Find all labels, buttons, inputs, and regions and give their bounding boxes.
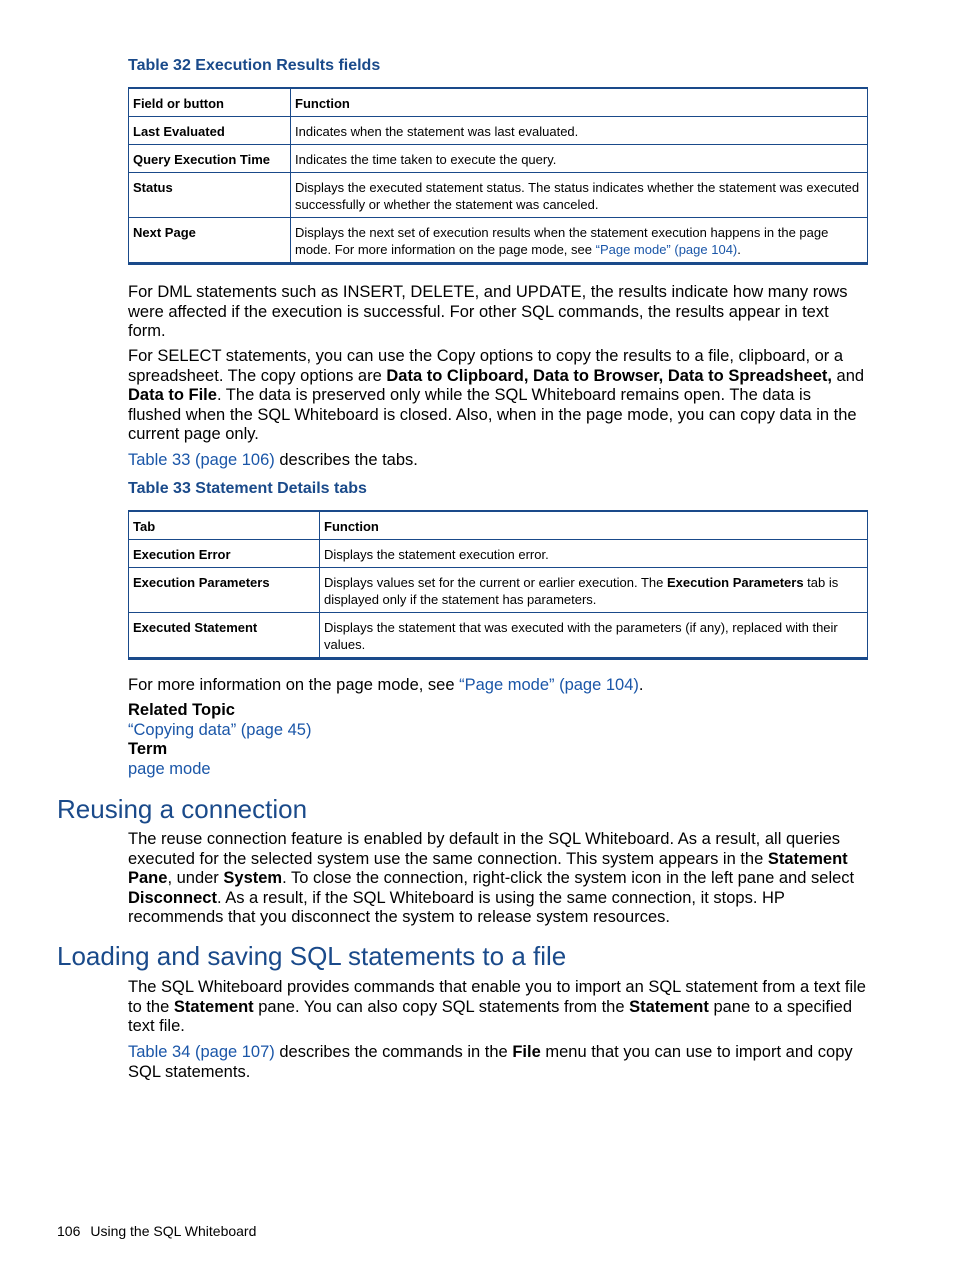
system-text: System (223, 869, 283, 887)
copy-options-text: Data to Clipboard, Data to Browser, Data to Spreadsheet, (386, 366, 832, 385)
column-header: Field or button (129, 88, 291, 117)
dml-paragraph: For DML statements such as INSERT, DELETE, and UPDATE, the results indicate how many rows were affected if the execution is successful. For other SQL commands, the results appear in text form. (128, 283, 848, 340)
disconnect-text: Disconnect (128, 888, 217, 907)
table-header-row (129, 511, 868, 540)
column-header: Function (320, 511, 868, 540)
reuse-text: The reuse connection feature is enabled by default in the SQL Whiteboard. As a result, all queries executed for the selected system use the same connection. This system appears in the (128, 830, 841, 868)
reusing-connection-paragraph (128, 830, 868, 928)
field-name: Status (129, 173, 291, 218)
field-description: Indicates when the statement was last evaluated. (291, 117, 868, 145)
statement-details-table (128, 510, 868, 660)
reuse-text-close: . To close the connection, right-click the system icon in the left pane and select (282, 869, 855, 887)
tab-name: Execution Error (129, 540, 320, 568)
select-text: For SELECT statements, you can use the Copy options to copy the results to a file, clipboard, or a spreadsheet. The copy options are (128, 347, 844, 385)
field-name: Next Page (129, 218, 291, 264)
table-33-caption: Table 33 Statement Details tabs (128, 480, 367, 497)
table-33-link[interactable]: Table 33 (page 106) (128, 451, 275, 469)
tab-name: Executed Statement (129, 613, 320, 659)
table-row (129, 218, 868, 264)
table-34-link[interactable]: Table 34 (page 107) (128, 1043, 275, 1061)
statement-text-2: Statement (629, 997, 709, 1016)
table-row (129, 117, 868, 145)
table-row (129, 613, 868, 659)
tab-name: Execution Parameters (129, 568, 320, 613)
field-description (291, 218, 868, 264)
table-row (129, 173, 868, 218)
loading-text: The SQL Whiteboard provides commands that enable you to import an SQL statement from a text file to the (128, 978, 866, 1016)
tab-description: Displays the statement that was executed with the parameters (if any), replaced with their values. (320, 613, 868, 659)
page-mode-link[interactable]: “Page mode” (page 104) (459, 676, 639, 694)
page-mode-link[interactable]: “Page mode” (page 104) (595, 242, 738, 257)
table-header-row (129, 88, 868, 117)
table-row (129, 568, 868, 613)
page-mode-term-link[interactable]: page mode (128, 760, 211, 778)
page-mode-paragraph (128, 676, 868, 696)
table-34-text-end: menu that you can use to import and copy SQL statements. (128, 1043, 853, 1081)
reusing-connection-heading: Reusing a connection (57, 794, 308, 824)
column-header: Tab (129, 511, 320, 540)
data-to-file-text: Data to File (128, 386, 217, 404)
description-tail: . (737, 242, 741, 257)
description-bold: Execution Parameters (666, 575, 804, 590)
page-number: 106 (57, 1223, 81, 1239)
reuse-text-end: . As a result, if the SQL Whiteboard is using the same connection, it stops. HP recommends that you disconnect the system to release system resources. (128, 888, 785, 926)
table-33-reference (128, 451, 868, 471)
field-description: Indicates the time taken to execute the query. (291, 145, 868, 173)
copying-data-link[interactable]: “Copying data” (page 45) (128, 721, 312, 739)
select-text-and: and (831, 366, 865, 385)
loading-saving-heading: Loading and saving SQL statements to a file (57, 941, 567, 971)
loading-text-mid: pane. You can also copy SQL statements from the (253, 997, 630, 1016)
tab-description: Displays the statement execution error. (320, 540, 868, 568)
related-topic-item (128, 721, 868, 741)
reference-tail: describes the tabs. (274, 451, 418, 469)
statement-pane-text: Statement Pane (128, 849, 848, 887)
page-footer (57, 1222, 256, 1240)
select-paragraph (128, 347, 868, 445)
tab-description (320, 568, 868, 613)
footer-section-title: Using the SQL Whiteboard (90, 1223, 257, 1239)
description-tail: tab is displayed only if the statement has parameters. (324, 575, 839, 607)
field-name: Query Execution Time (129, 145, 291, 173)
field-name: Last Evaluated (129, 117, 291, 145)
page-mode-text: For more information on the page mode, see (128, 676, 460, 694)
field-description: Displays the executed statement status. The status indicates whether the statement was executed successfully or whether the statement was canceled. (291, 173, 868, 218)
term-label: Term (128, 740, 168, 758)
description-text: Displays the next set of execution results when the statement execution happens in the page mode. For more information on the page mode, see (295, 225, 829, 257)
file-menu-text: File (512, 1043, 541, 1061)
table-34-paragraph (128, 1043, 868, 1082)
related-topic-label: Related Topic (128, 701, 235, 719)
select-text-end: . The data is preserved only while the SQL Whiteboard remains open. The data is flushed when the SQL Whiteboard is closed. Also, when in the page mode, you can copy data in the current page only. (128, 386, 857, 443)
term-item (128, 760, 868, 780)
loading-text-end: pane to a specified text file. (128, 997, 852, 1035)
table-row (129, 540, 868, 568)
reuse-text-under: , under (167, 869, 224, 887)
table-32-caption: Table 32 Execution Results fields (128, 57, 381, 74)
execution-results-table (128, 87, 868, 265)
page-mode-tail: . (638, 676, 644, 694)
statement-text: Statement (173, 997, 254, 1016)
column-header: Function (291, 88, 868, 117)
description-text: Displays values set for the current or earlier execution. The (324, 575, 667, 590)
table-row (129, 145, 868, 173)
loading-saving-paragraph (128, 978, 868, 1037)
table-34-text: describes the commands in the (274, 1043, 513, 1061)
